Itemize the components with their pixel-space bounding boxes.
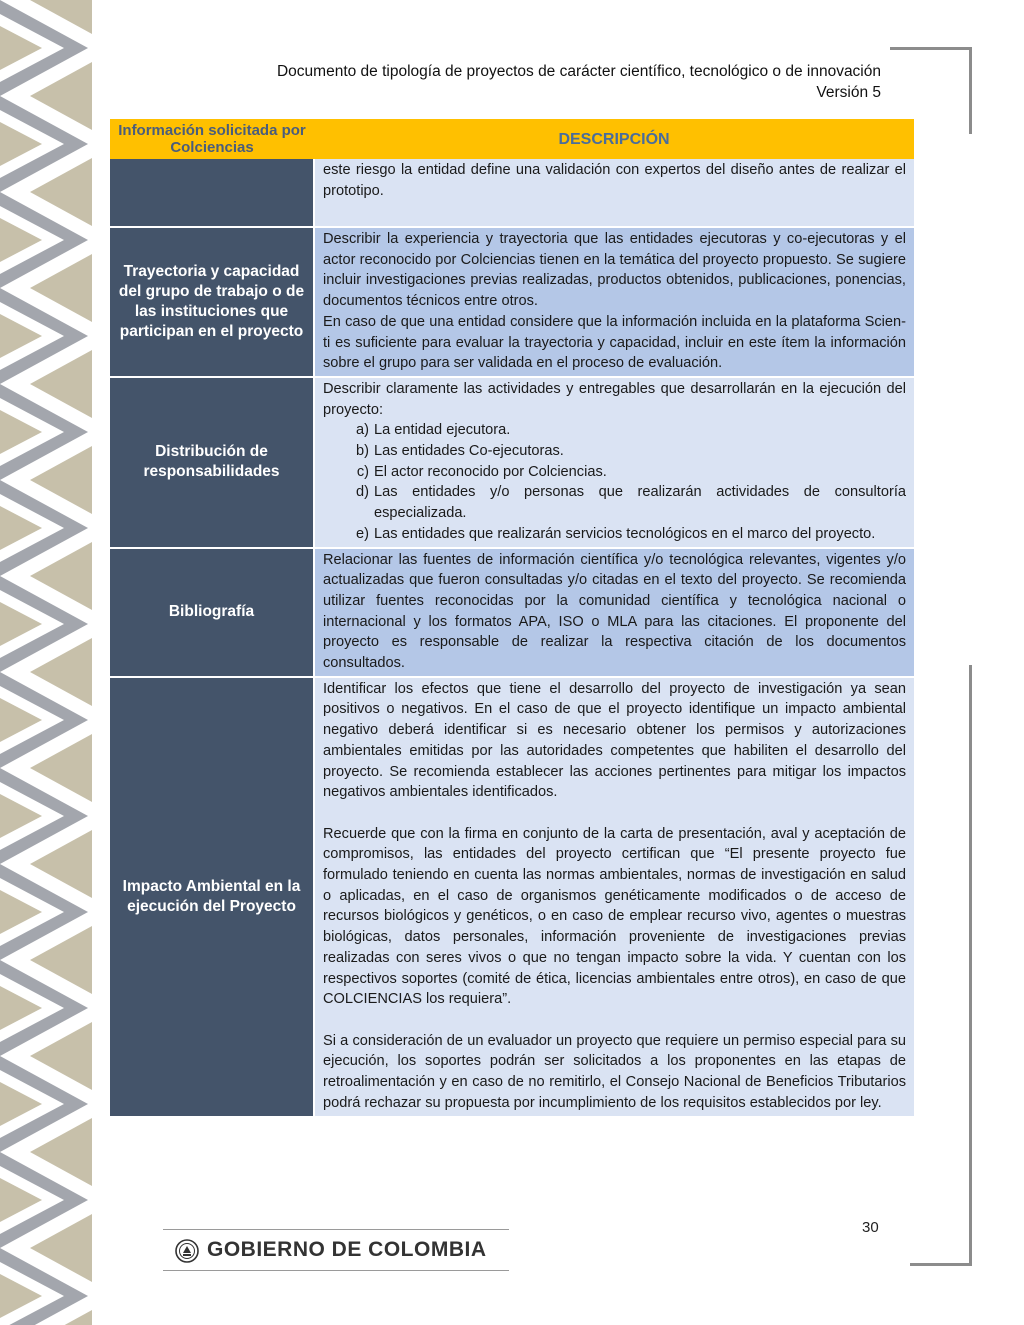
- row-description-distribucion: [314, 377, 914, 548]
- table-row-distribucion: [110, 377, 914, 548]
- colombia-seal-icon: [175, 1239, 199, 1263]
- row-label-empty: [110, 159, 314, 227]
- trayectoria-paragraph-2: En caso de que una entidad considere que la información incluida en la plataforma Scien-ti es suficiente para evaluar la trayectoria y capacidad, incluir en este ítem la información sobre el grupo para ser validada en el proceso de evaluación.: [323, 313, 906, 372]
- page-number: 30: [862, 1219, 879, 1236]
- row-description-bibliografia: [314, 548, 914, 677]
- column-header-info: Información solicitada por Colciencias: [110, 119, 314, 159]
- row-label-distribucion: Distribución de responsabilidades: [110, 377, 314, 548]
- row-label-impacto: Impacto Ambiental en la ejecución del Proyecto: [110, 677, 314, 1117]
- row-label-trayectoria: Trayectoria y capacidad del grupo de trabajo o de las instituciones que participan en el proyecto: [110, 227, 314, 377]
- table-header-row: [110, 119, 914, 159]
- document-header: [277, 61, 881, 103]
- table-row-impacto: [110, 677, 914, 1117]
- list-item: b) Las entidades Co-ejecutoras.: [356, 443, 564, 460]
- document-title: Documento de tipología de proyectos de carácter científico, tecnológico o de innovación: [276, 63, 881, 80]
- table-row-trayectoria: [110, 227, 914, 377]
- decorative-chevron-band: [0, 0, 92, 1325]
- distribucion-intro: Describir claramente las actividades y entregables que desarrollarán en la ejecución del proyecto:: [323, 380, 906, 418]
- impacto-paragraph-1: Identificar los efectos que tiene el desarrollo del proyecto de investigación ya sean positivos o negativos. En el caso de que el proyecto identifique un impacto ambiental negativo deberá identificar si es necesario obtener los permisos y autorizaciones ambientales emitidas por las autoridades competentes que habiliten el desarrollo del proyecto. Se recomienda establecer las acciones pertinentes para mitigar los impactos negativos ambientales identificados.: [323, 680, 906, 801]
- row-description-trayectoria: [314, 227, 914, 377]
- list-item: a) La entidad ejecutora.: [356, 422, 511, 439]
- trayectoria-paragraph-1: Describir la experiencia y trayectoria que las entidades ejecutoras y co-ejecutoras y el actor reconocido por Colciencias tienen en la temática del proyecto propuesto. Se sugiere incluir investigaciones previas realizadas, productos obtenidos, publicaciones, ponencias, documentos técnicos entre otros.: [323, 231, 906, 310]
- decorative-frame-bottom: [910, 665, 972, 1266]
- column-header-description: DESCRIPCIÓN: [314, 119, 914, 159]
- list-item: e) Las entidades que realizarán servicios tecnológicos en el marco del proyecto.: [356, 525, 876, 542]
- impacto-paragraph-3: Si a consideración de un evaluador un proyecto que requiere un permiso especial para su ejecución, los soportes podrán ser solicitados a los proponentes en las etapas de retroalimentación y en caso de no remitirlo, el Consejo Nacional de Beneficios Tributarios podrá rechazar su propuesta por incumplimiento de los requisitos establecidos por ley.: [323, 1032, 906, 1111]
- row-description-impacto: [314, 677, 914, 1117]
- impacto-paragraph-2: Recuerde que con la firma en conjunto de la carta de presentación, aval y aceptación de compromisos, las entidades del proyecto certifican que “El presente proyecto fue formulado teniendo en cuenta las normas ambientales, normas de investigación en salud o aplicadas, en el caso de organismos genéticamente modificados o de acceso de recursos biológicos y genéticos, o en caso de emplear recurso vivo, agentes o muestras biológicas, datos personales, información proveniente de investigaciones previas realizadas con seres vivos o que no tengan impacto sobre la vida. Y cuentan con los respectivos soportes (comité de ética, licencias ambientales entre otros), en caso de que COLCIENCIAS los requiera”.: [323, 825, 906, 1008]
- footer-logo: [163, 1229, 509, 1271]
- footer-brand-text: GOBIERNO DE COLOMBIA: [207, 1238, 487, 1261]
- table-row-bibliografia: [110, 548, 914, 677]
- list-item: c) El actor reconocido por Colciencias.: [356, 463, 607, 480]
- continuation-text: este riesgo la entidad define una validación con expertos del diseño antes de realizar el prototipo.: [323, 162, 906, 199]
- requirements-table: [110, 119, 914, 1118]
- table-row-continuation: [110, 159, 914, 227]
- row-description: [314, 159, 914, 227]
- row-label-bibliografia: Bibliografía: [110, 548, 314, 677]
- document-version: Versión 5: [816, 84, 881, 101]
- responsibilities-list: [323, 420, 906, 544]
- list-item: d) Las entidades y/o personas que realizarán actividades de consultoría especializada.: [356, 484, 906, 522]
- bibliografia-text: Relacionar las fuentes de información científica y/o tecnológica relevantes, vigentes y/o actualizadas que fueron consultadas y/o citadas en el texto del proyecto. Se recomienda utilizar fuentes reconocidas por la comunidad científica y tecnológica nacional o internacional y los formatos APA, ISO o MLA para las citaciones. El proponente del proyecto es responsable de realizar la respectiva citación de los documentos consultados.: [323, 551, 906, 672]
